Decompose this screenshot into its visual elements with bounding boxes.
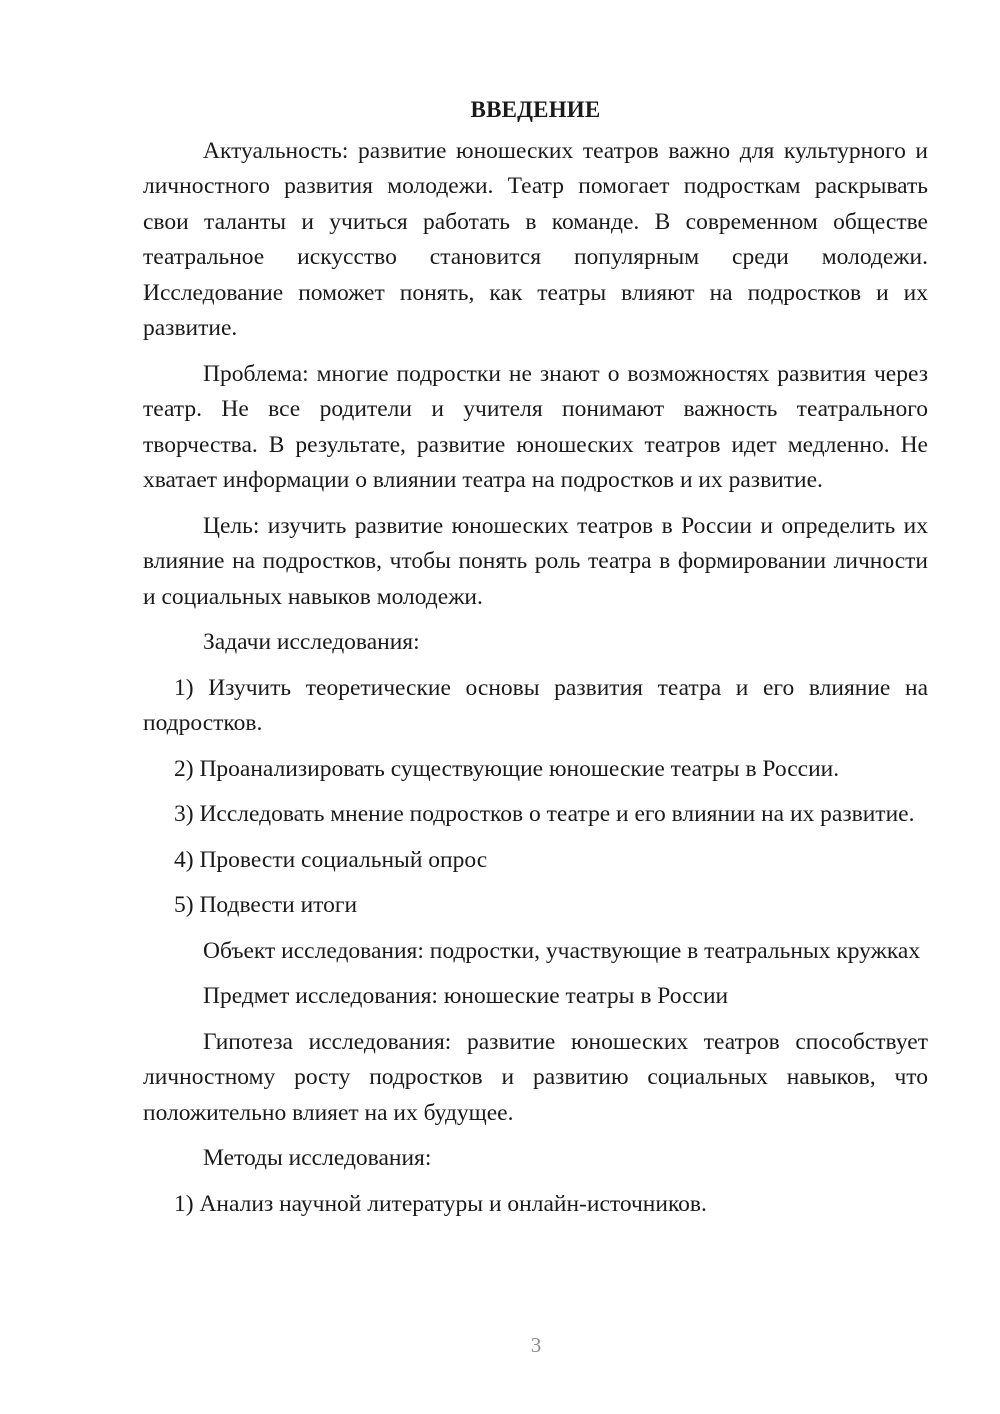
- tasks-title: Задачи исследования:: [203, 629, 420, 655]
- task-item-5: 5) Подвести итоги: [174, 892, 358, 918]
- section-heading: ВВЕДЕНИЕ: [470, 97, 601, 122]
- page-content: [143, 92, 928, 1232]
- task-item-1: 1) Изучить теоретические основы развития театра и его влияние на подростков.: [143, 674, 928, 736]
- problem-paragraph: Проблема: многие подростки не знают о возможностях развития через театр. Не все родители и учителя понимают важность театрального творчества. В результате, развитие юношеских театров идет медленно. Не хватает информации о влиянии театра на подростков и их развитие.: [143, 360, 928, 493]
- relevance-paragraph: Актуальность: развитие юношеских театров важно для культурного и личностного развития молодежи. Театр помогает подросткам раскрывать свои таланты и учиться работать в команде. В современном обществе театральное искусство становится популярным среди молодежи. Исследование поможет понять, как театры влияют на подростков и их развитие.: [143, 137, 928, 341]
- subject-paragraph: Предмет исследования: юношеские театры в России: [203, 983, 729, 1009]
- task-item-4: 4) Провести социальный опрос: [174, 846, 488, 873]
- task-item-2: 2) Проанализировать существующие юношеские театры в России.: [174, 755, 840, 782]
- task-item-3: 3) Исследовать мнение подростков о театре и его влиянии на их развитие.: [174, 801, 915, 827]
- methods-title: Методы исследования:: [203, 1145, 432, 1171]
- goal-paragraph: Цель: изучить развитие юношеских театров в России и определить их влияние на подростков, чтобы понять роль театра в формировании личности и социальных навыков молодежи.: [143, 512, 928, 610]
- method-item-1: 1) Анализ научной литературы и онлайн-источников.: [174, 1190, 707, 1217]
- object-paragraph: Объект исследования: подростки, участвующие в театральных кружках: [203, 937, 921, 964]
- page-number: 3: [530, 1333, 542, 1357]
- hypothesis-paragraph: Гипотеза исследования: развитие юношеских театров способствует личностному росту подростков и развитию социальных навыков, что положительно влияет на их будущее.: [143, 1028, 928, 1126]
